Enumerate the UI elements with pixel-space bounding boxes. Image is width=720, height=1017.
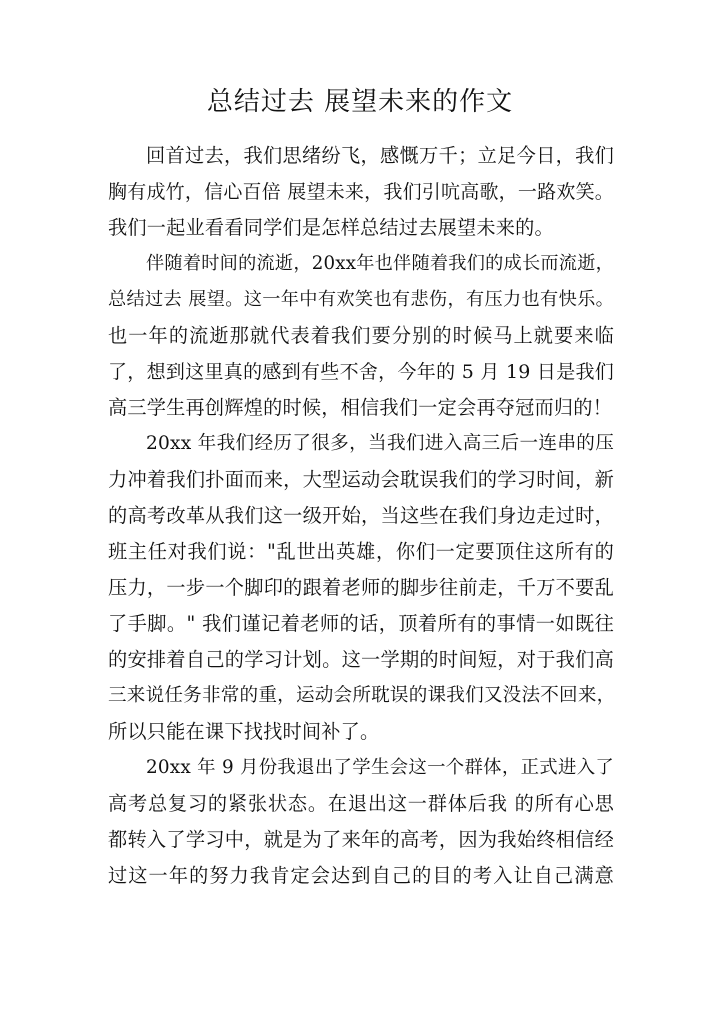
paragraph-line: 三来说任务非常的重，运动会所耽误的课我们又没法不回来， xyxy=(108,685,616,706)
paragraph-line: 了，想到这里真的感到有些不舍，今年的 5 月 19 日是我们 xyxy=(108,361,614,383)
paragraph-line: 力冲着我们扑面而来，大型运动会耽误我们的学习时间，新 xyxy=(108,468,614,491)
paragraph-line: 高考总复习的紧张状态。在退出这一群体后我 的所有心思 xyxy=(108,792,614,815)
paragraph-line: 了手脚。" 我们谨记着老师的话，顶着所有的事情一如既往 xyxy=(108,612,614,635)
paragraph-line: 所以只能在课下找找时间补了。 xyxy=(108,720,380,743)
paragraph-4 xyxy=(108,750,614,894)
paragraph-line: 伴随着时间的流逝，20xx年也伴随着我们的成长而流逝， xyxy=(146,253,614,274)
paragraph-line: 都转入了学习中，就是为了来年的高考，因为我始终相信经 xyxy=(108,828,614,851)
paragraph-line: 也一年的流逝那就代表着我们要分别的时候马上就要来临 xyxy=(108,324,614,347)
paragraph-line: 胸有成竹，信心百倍 展望未来，我们引吭高歌，一路欢笑。 xyxy=(108,181,614,203)
paragraph-line: 高三学生再创辉煌的时候，相信我们一定会再夺冠而归的！ xyxy=(108,396,613,419)
paragraph-line: 的安排着自己的学习计划。这一学期的时间短，对于我们高 xyxy=(108,648,614,671)
paragraph-line: 过这一年的努力我肯定会达到自己的目的考入让自己满意 xyxy=(108,864,614,887)
document-title: 总结过去 展望未来的作文 xyxy=(206,87,514,117)
paragraph-line: 压力，一步一个脚印的跟着老师的脚步往前走，千万不要乱 xyxy=(108,576,614,599)
paragraph-3 xyxy=(108,426,614,750)
paragraph-line: 20xx 年 9 月份我退出了学生会这一个群体，正式进入了 xyxy=(146,757,614,778)
paragraph-line: 我们一起业看看同学们是怎样总结过去展望未来的。 xyxy=(108,216,554,239)
document-body xyxy=(108,138,614,894)
paragraph-line: 班主任对我们说："乱世出英雄，你们一定要顶住这所有的 xyxy=(108,540,614,563)
paragraph-line: 总结过去 展望。这一年中有欢笑也有悲伤，有压力也有快乐。 xyxy=(108,289,614,310)
paragraph-line: 回首过去，我们思绪纷飞，感慨万千；立足今日，我们 xyxy=(146,144,614,167)
paragraph-2 xyxy=(108,246,614,426)
paragraph-1 xyxy=(108,138,614,246)
paragraph-line: 20xx 年我们经历了很多，当我们进入高三后一连串的压 xyxy=(146,433,614,454)
paragraph-line: 的高考改革从我们这一级开始，当这些在我们身边走过时， xyxy=(108,504,614,527)
